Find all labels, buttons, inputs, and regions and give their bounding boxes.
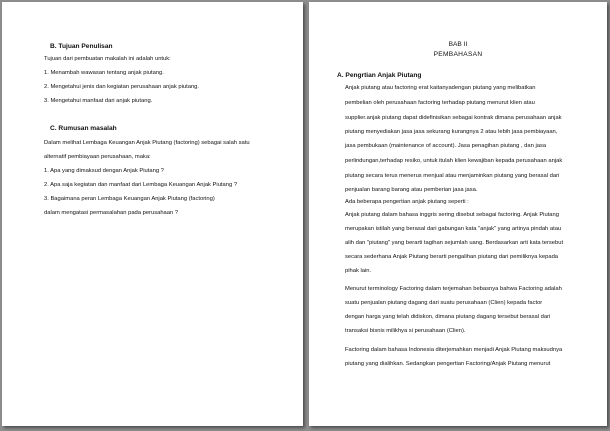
paragraph-line: supplier.anjak piutang dapat didefinisikan sebagai kontrak dimana perusahaan anjak (345, 115, 562, 121)
section-b-item: 2. Mengetahui jenis dan kegiatan perusahaan anjak piutang. (44, 84, 200, 90)
section-c-intro-line: alternatif pembiayaan perusahaan, maka: (44, 154, 151, 160)
paragraph-line: pembelian oleh perusahaan factoring terhadap piutang menurut klien atau (345, 100, 535, 106)
paragraph-line: Anjak piutang dalam bahasa inggris sering disebut sebagai factoring. Anjak Piutang (345, 212, 559, 218)
section-c-item: 1. Apa yang dimaksud dengan Anjak Piutang ? (44, 168, 164, 174)
section-b-item: 3. Mengetahui manfaat dari anjak piutang. (44, 98, 153, 104)
paragraph-line: merupakan istilah yang berasal dari gabungan kata "anjak" yang artinya pindah atau (345, 226, 562, 232)
paragraph-line: Ada beberapa pengertian anjak piutang seperti : (345, 199, 469, 205)
paragraph-line: piutang secara terus menerus menjual atau menjaminkan piutang yang berasal dari (345, 173, 560, 179)
section-c-item: 3. Bagaimana peran Lembaga Keuangan Anjak Piutang (factoring) (44, 196, 215, 202)
section-b-item: 1. Menambah wawasan tentang anjak piutang. (44, 70, 164, 76)
section-b-heading: B. Tujuan Penulisan (50, 43, 113, 50)
document-page-right (309, 2, 607, 426)
section-b-intro: Tujuan dari pembuatan makalah ini adalah untuk: (44, 56, 171, 62)
paragraph-line: perlindungan,terhadap resiko, untuk itulah klien kewajiban kepada perusahaan anjak (345, 158, 563, 164)
section-c-intro-line: Dalam melihat Lembaga Keuangan Anjak Piutang (factoring) sebagai salah satu (44, 140, 250, 146)
paragraph-line: alih dan "piutang" yang berarti tagihan sejumlah uang. Berdasarkan arti kata tersebut (345, 240, 564, 246)
paragraph-line: suatu penjualan piutang dagang dari suatu perusahaan (Clien) kepada factor (345, 300, 543, 306)
document-page-left (2, 2, 303, 426)
paragraph-line: transaksi bisnis milikhya si perusahaan (Clien). (345, 328, 466, 334)
paragraph-line: dengan harga yang telah didiskon, dimana piutang dagang tersebut berasal dari (345, 314, 551, 320)
paragraph-line: piutang yang dialihkan. Sedangkan pengertian Factoring/Anjak Piutang menurut (345, 361, 551, 367)
chapter-title: PEMBAHASAN (433, 51, 483, 58)
paragraph-line: pihak lain. (345, 268, 372, 274)
section-c-item: 2. Apa saja kegiatan dan manfaat dari Lembaga Keuangan Anjak Piutang ? (44, 182, 238, 188)
paragraph-line: penjualan barang barang atau pemberian jasa jasa. (345, 187, 478, 193)
chapter-number: BAB II (448, 41, 468, 48)
paragraph-line: Anjak piutang atau factoring erat kaitanyadengan piutang yang melibatkan (345, 85, 536, 91)
paragraph-line: jasa pembukaan (maintenance of account). Jasa penagihan piutang , dan jasa (345, 143, 547, 149)
paragraph-line: piutang menyediakan jasa jasa sekurang kurangnya 2 atau lebih jasa pembiayaan, (345, 129, 558, 135)
paragraph-line: Menurut terminology Factoring dalam terjemahan bebasnya bahwa Factoring adalah (345, 286, 562, 292)
section-a-heading: A. Pengrtian Anjak Piutang (337, 72, 422, 79)
section-c-heading: C. Rumusan masalah (50, 125, 117, 132)
section-c-item: dalam mengatasi permasalahan pada perusahaan ? (44, 210, 179, 216)
paragraph-line: Factoring dalam bahasa Indonesia diterjemahkan menjadi Anjak Piutang maksudnya (345, 347, 563, 353)
paragraph-line: secara sederhana Anjak Piutang berarti pengalihan piutang dari pemiliknya kepada (345, 254, 559, 260)
